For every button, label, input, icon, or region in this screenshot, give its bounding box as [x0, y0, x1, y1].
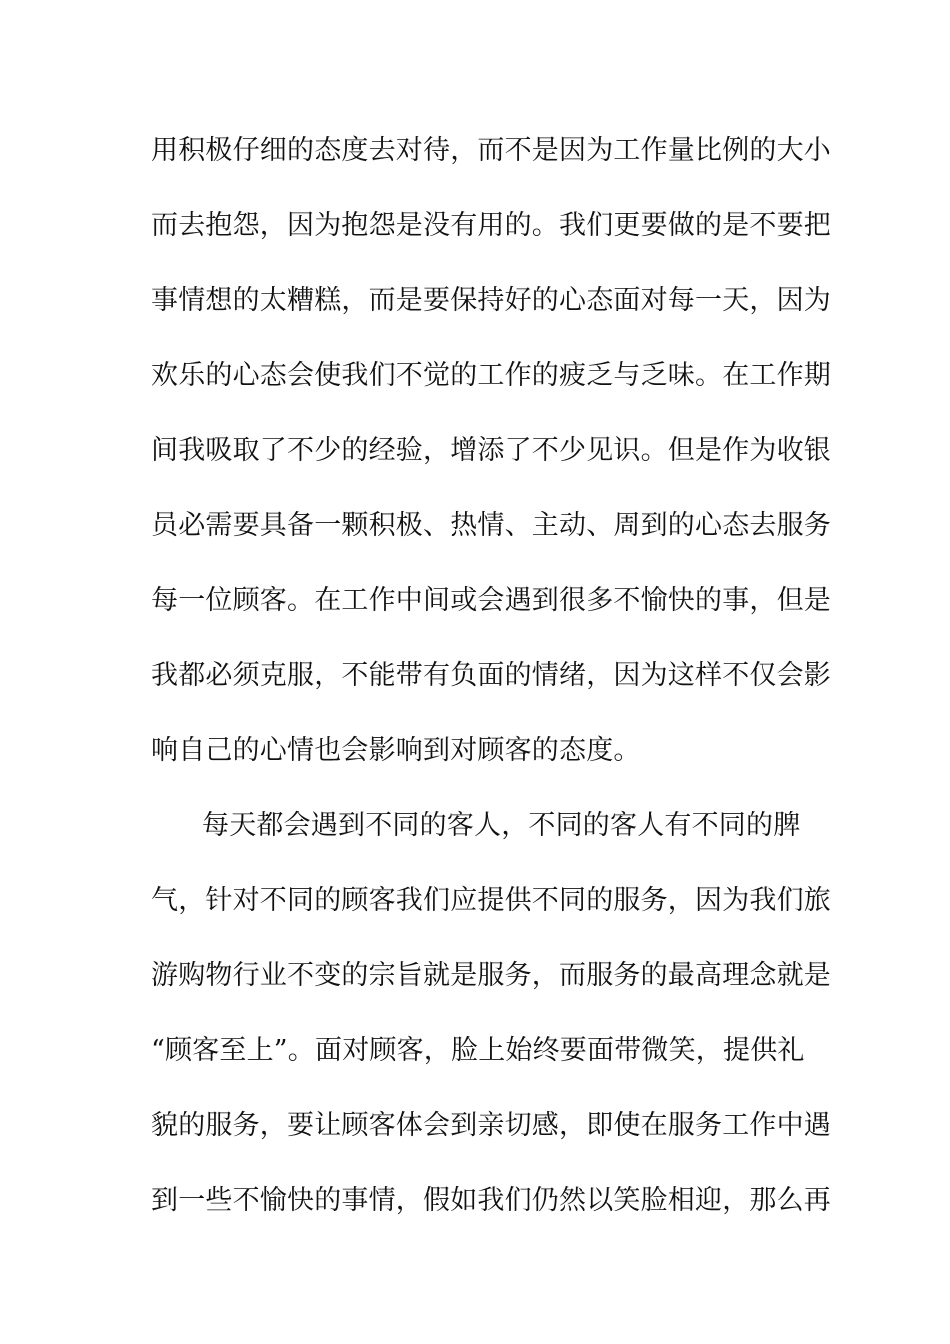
text-line: 气，针对不同的顾客我们应提供不同的服务，因为我们旅	[151, 885, 831, 916]
text-line: 员必需要具备一颗积极、热情、主动、周到的心态去服务	[151, 510, 831, 541]
text-line: 响自己的心情也会影响到对顾客的态度。	[151, 735, 641, 766]
text-line: 每一位顾客。在工作中间或会遇到很多不愉快的事，但是	[151, 585, 831, 616]
text-line: 到一些不愉快的事情，假如我们仍然以笑脸相迎，那么再	[151, 1185, 831, 1216]
text-line: 事情想的太糟糕，而是要保持好的心态面对每一天，因为	[151, 285, 831, 316]
text-line: 游购物行业不变的宗旨就是服务，而服务的最高理念就是	[151, 960, 831, 991]
text-line: “顾客至上”。面对顾客，脸上始终要面带微笑，提供礼	[151, 1035, 805, 1066]
text-line: 貌的服务，要让顾客体会到亲切感，即使在服务工作中遇	[151, 1110, 831, 1141]
paragraph-first-line: 每天都会遇到不同的客人，不同的客人有不同的脾	[202, 810, 801, 841]
text-line: 间我吸取了不少的经验，增添了不少见识。但是作为收银	[151, 435, 831, 466]
text-line: 用积极仔细的态度去对待，而不是因为工作量比例的大小	[151, 135, 831, 166]
text-line: 而去抱怨，因为抱怨是没有用的。我们更要做的是不要把	[151, 210, 831, 241]
text-line: 我都必须克服，不能带有负面的情绪，因为这样不仅会影	[151, 660, 831, 691]
text-line: 欢乐的心态会使我们不觉的工作的疲乏与乏味。在工作期	[151, 360, 831, 391]
